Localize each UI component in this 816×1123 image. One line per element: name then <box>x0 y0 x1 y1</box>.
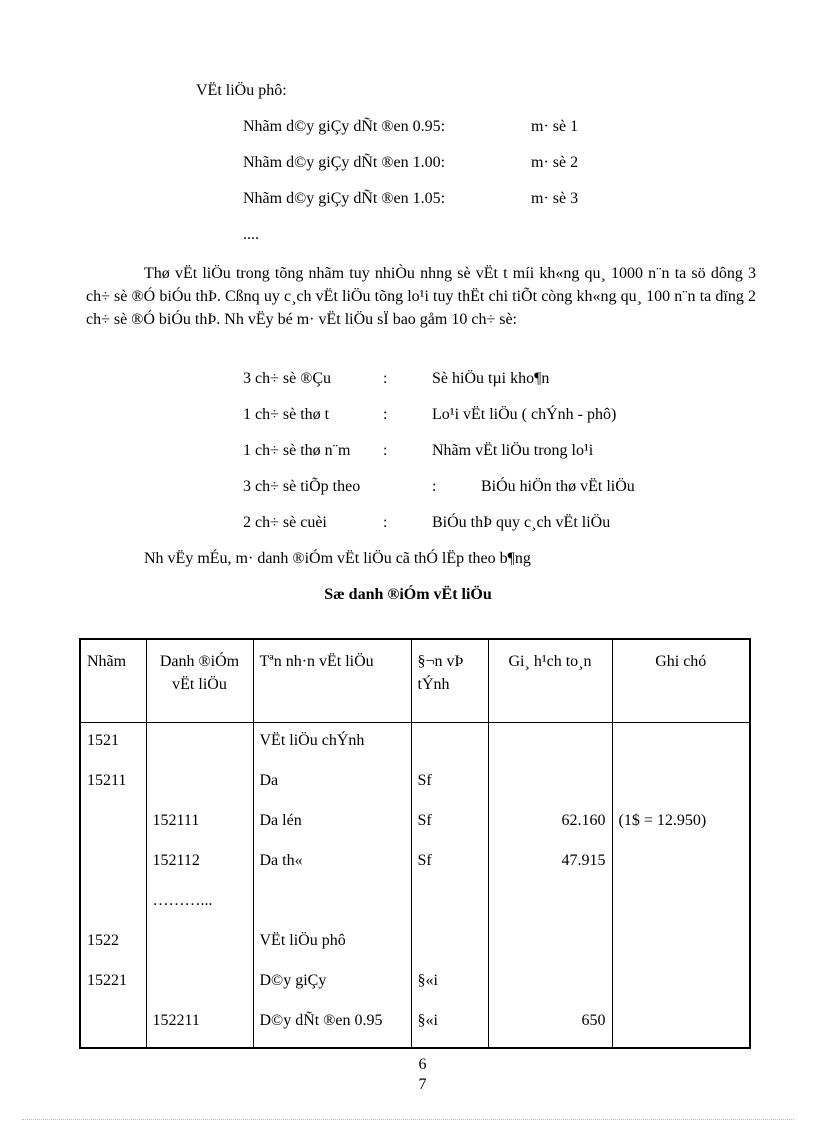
cell-price: 650 <box>488 1003 612 1048</box>
code-line-colon: : <box>383 442 388 459</box>
cell-group <box>80 1003 146 1048</box>
cell-code: 152112 <box>146 843 253 883</box>
cell-name <box>253 883 411 923</box>
code-line-right: Nhãm vËt liÖu trong lo¹i <box>432 442 594 459</box>
code-line-right: BiÓu thÞ quy c¸ch vËt liÖu <box>432 514 611 531</box>
group-line-label: Nhãm d©y giÇy dÑt ®en 0.95: <box>243 118 446 135</box>
table-row <box>80 963 750 1003</box>
cell-note <box>612 883 750 923</box>
material-code-table <box>79 638 751 1049</box>
cell-unit: Sf <box>411 803 488 843</box>
code-line-right: Lo¹i vËt liÖu ( chÝnh - phô) <box>432 406 617 423</box>
cell-group <box>80 883 146 923</box>
code-line-left: 3 ch÷ sè tiÕp theo <box>243 478 361 495</box>
cell-unit <box>411 723 488 764</box>
table-row <box>80 923 750 963</box>
code-line-colon: : <box>383 406 388 423</box>
code-line-colon: : <box>432 478 437 495</box>
cell-group: 1522 <box>80 923 146 963</box>
ellipsis: .... <box>243 226 259 243</box>
code-line-left: 1 ch÷ sè thø t <box>243 406 330 423</box>
cell-price <box>488 723 612 764</box>
group-line-label: Nhãm d©y giÇy dÑt ®en 1.05: <box>243 190 446 207</box>
cell-code: 152111 <box>146 803 253 843</box>
cell-name: Da <box>253 763 411 803</box>
cell-group <box>80 843 146 883</box>
cell-unit: §«i <box>411 963 488 1003</box>
summary-line: Nh vËy mÉu, m· danh ®iÓm vËt liÖu cã thÓ lËp theo b¶ng <box>144 550 531 567</box>
table-title: Sæ danh ®iÓm vËt liÖu <box>324 586 492 603</box>
cell-unit <box>411 923 488 963</box>
cell-price: 47.915 <box>488 843 612 883</box>
cell-name: VËt liÖu phô <box>253 923 411 963</box>
cell-note: (1$ = 12.950) <box>612 803 750 843</box>
cell-name: Da lén <box>253 803 411 843</box>
table-row <box>80 723 750 764</box>
header-note: Ghi chó <box>612 639 750 723</box>
cell-note <box>612 763 750 803</box>
header-name: Tªn nh·n vËt liÖu <box>253 639 411 723</box>
cell-name: Da th« <box>253 843 411 883</box>
cell-code <box>146 763 253 803</box>
page-number: 6 <box>418 1056 427 1073</box>
cell-unit: §«i <box>411 1003 488 1048</box>
cell-price <box>488 923 612 963</box>
group-line-value: m· sè 2 <box>531 154 579 171</box>
cell-code: 152211 <box>146 1003 253 1048</box>
cell-code <box>146 923 253 963</box>
code-line-right: Sè hiÖu tµi kho¶n <box>432 370 550 387</box>
cell-note <box>612 723 750 764</box>
header-unit: §¬n vÞ tÝnh <box>411 639 488 723</box>
cell-code <box>146 723 253 764</box>
code-line-colon: : <box>383 370 388 387</box>
cell-name: D©y giÇy <box>253 963 411 1003</box>
code-line-right: BiÓu hiÖn thø vËt liÖu <box>481 478 635 495</box>
cell-unit: Sf <box>411 763 488 803</box>
group-line-value: m· sè 3 <box>531 190 579 207</box>
code-line-left: 2 ch÷ sè cuèi <box>243 514 327 531</box>
cell-unit <box>411 883 488 923</box>
cell-group: 15221 <box>80 963 146 1003</box>
cell-code <box>146 963 253 1003</box>
code-line-colon: : <box>383 514 388 531</box>
cell-note <box>612 843 750 883</box>
table-row <box>80 1003 750 1048</box>
table-row <box>80 763 750 803</box>
cell-unit: Sf <box>411 843 488 883</box>
cell-name: D©y dÑt ®en 0.95 <box>253 1003 411 1048</box>
header-group: Nhãm <box>80 639 146 723</box>
body-paragraph: Thø vËt liÖu trong tõng nhãm tuy nhiÒu nhng sè vËt t míi kh«ng qu¸ 1000 n¨n ta sö dông 3 ch÷ sè ®Ó biÓu thÞ. Cßnq uy c¸ch vËt liÖu tõng lo¹i tuy thËt chi tiÕt còng kh«ng qu¸ 100 n¨n ta dïng 2 ch÷ sè ®Ó biÓu thÞ. Nh vËy bé m· vËt liÖu sÏ bao gåm 10 ch÷ sè: <box>86 265 756 328</box>
header-code: Danh ®iÓm vËt liÖu <box>146 639 253 723</box>
table-row <box>80 803 750 843</box>
page-footer-divider <box>22 1119 794 1120</box>
table-header-row <box>80 639 750 723</box>
group-line-label: Nhãm d©y giÇy dÑt ®en 1.00: <box>243 154 446 171</box>
page-number: 7 <box>418 1076 427 1093</box>
cell-name: VËt liÖu chÝnh <box>253 723 411 764</box>
cell-price <box>488 763 612 803</box>
cell-group <box>80 803 146 843</box>
cell-group: 15211 <box>80 763 146 803</box>
cell-price <box>488 963 612 1003</box>
cell-code: ………... <box>146 883 253 923</box>
code-line-left: 3 ch÷ sè ®Çu <box>243 370 332 387</box>
table-row <box>80 843 750 883</box>
cell-group: 1521 <box>80 723 146 764</box>
cell-note <box>612 963 750 1003</box>
code-line-left: 1 ch÷ sè thø n¨m <box>243 442 351 459</box>
cell-price <box>488 883 612 923</box>
cell-note <box>612 1003 750 1048</box>
cell-note <box>612 923 750 963</box>
cell-price: 62.160 <box>488 803 612 843</box>
section-heading: VËt liÖu phô: <box>196 82 287 99</box>
group-line-value: m· sè 1 <box>531 118 579 135</box>
header-price: Gi¸ h¹ch to¸n <box>488 639 612 723</box>
table-row <box>80 883 750 923</box>
